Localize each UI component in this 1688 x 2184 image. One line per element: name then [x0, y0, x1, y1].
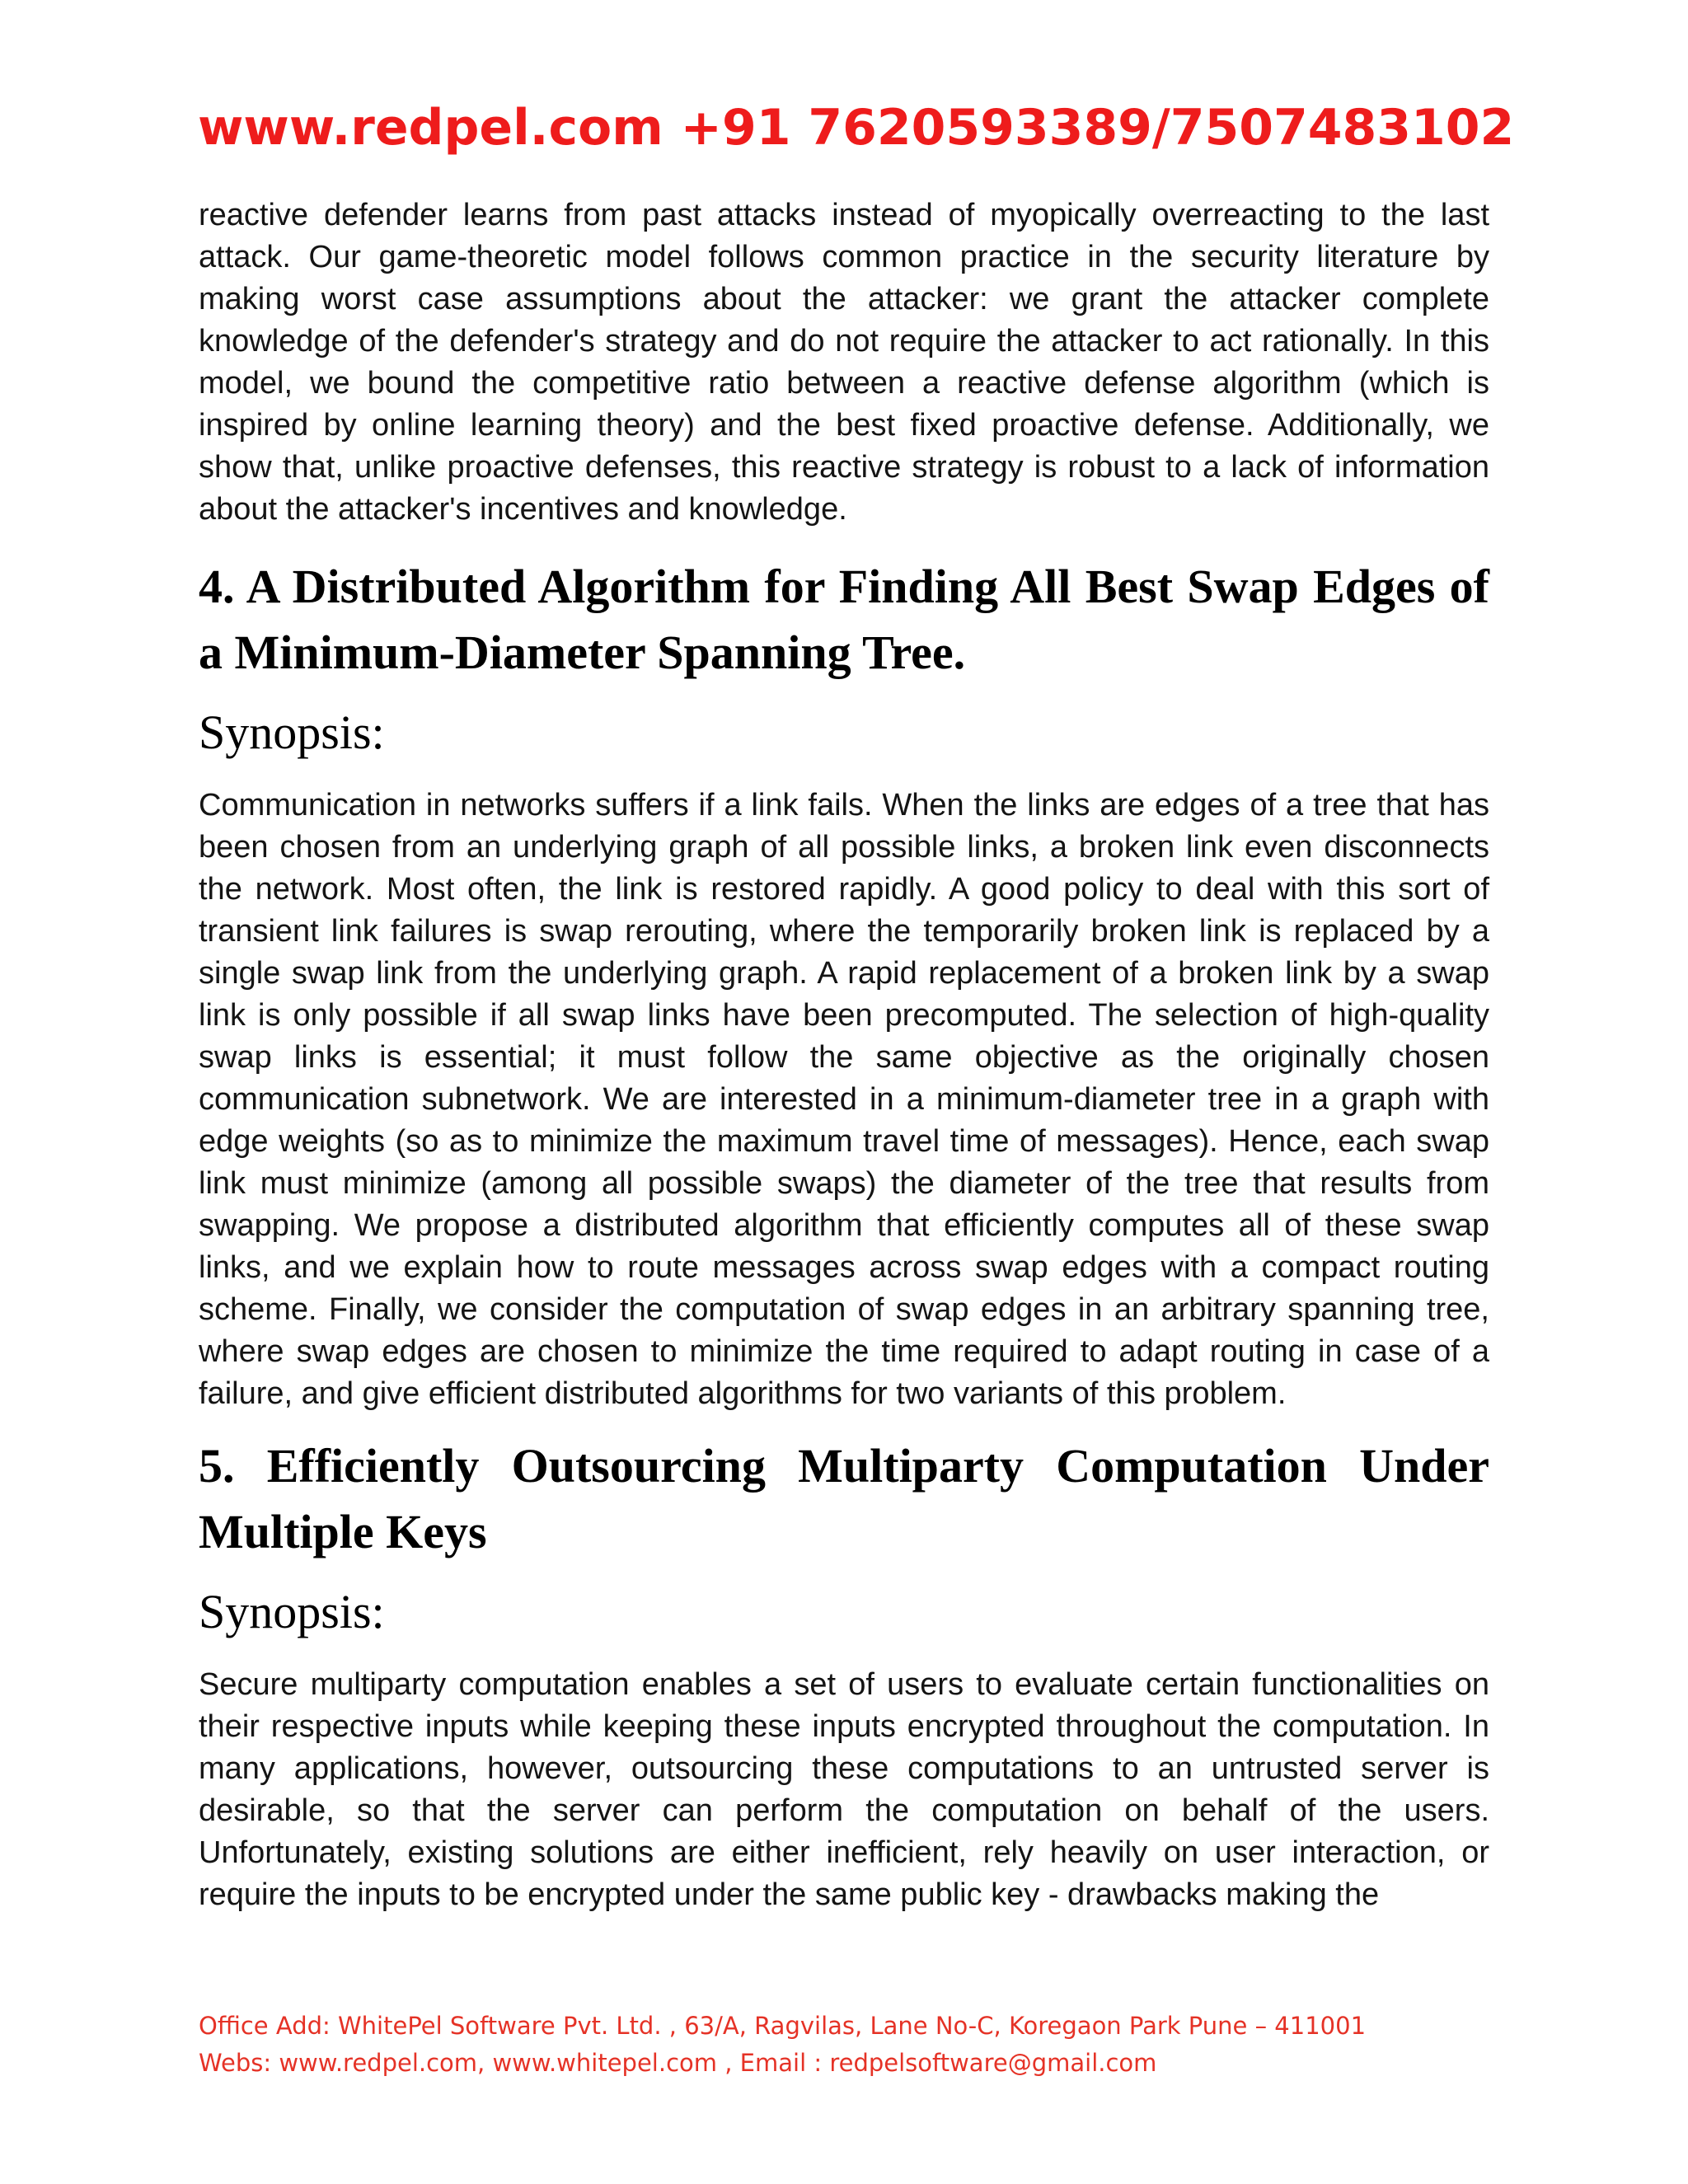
section-4	[199, 554, 1489, 1415]
intro-paragraph: reactive defender learns from past attacks instead of myopically overreacting to the last attack. Our game-theoretic model follows common practice in the security literature by making worst case assumptions about the attacker: we grant the attacker complete knowledge of the defender's strategy and do not require the attacker to act rationally. In this model, we bound the competitive ratio between a reactive defense algorithm (which is inspired by online learning theory) and the best fixed proactive defense. Additionally, we show that, unlike proactive defenses, this reactive strategy is robust to a lack of information about the attacker's incentives and knowledge.	[199, 198, 1489, 527]
page-footer	[199, 2008, 1366, 2082]
footer-address: Office Add: WhitePel Software Pvt. Ltd. , 63/A, Ragvilas, Lane No-C, Koregaon Park Pune – 411001	[199, 2012, 1367, 2040]
section-paragraph: Communication in networks suffers if a link fails. When the links are edges of a tree that has been chosen from an underlying graph of all possible links, a broken link even disconnects the network. Most often, the link is restored rapidly. A good policy to deal with this sort of transient link failures is swap rerouting, where the temporarily broken link is replaced by a single swap link from the underlying graph. A rapid replacement of a broken link by a swap link is only possible if all swap links have been precomputed. The selection of high-quality swap links is essential; it must follow the same objective as the originally chosen communication subnetwork. We are interested in a minimum-diameter tree in a graph with edge weights (so as to minimize the maximum travel time of messages). Hence, each swap link must minimize (among all possible swaps) the diameter of the tree that results from swapping. We propose a distributed algorithm that efficiently computes all of these swap links, and we explain how to route messages across swap edges with a compact routing scheme. Finally, we consider the computation of swap edges in an arbitrary spanning tree, where swap edges are chosen to minimize the time required to adapt routing in case of a failure, and give efficient distributed algorithms for two variants of this problem.	[199, 788, 1489, 1411]
synopsis-heading: Synopsis:	[199, 1585, 385, 1638]
synopsis-heading: Synopsis:	[199, 705, 385, 759]
header-contact-line: www.redpel.com +91 7620593389/7507483102	[198, 99, 1515, 157]
section-title: 5. Efficiently Outsourcing Multiparty Computation Under Multiple Keys	[199, 1439, 1489, 1558]
footer-web-links: Webs: www.redpel.com, www.whitepel.com , Email : redpelsoftware@gmail.com	[199, 2049, 1157, 2077]
section-paragraph: Secure multiparty computation enables a set of users to evaluate certain functionalities on their respective inputs while keeping these inputs encrypted throughout the computation. In many applications, however, outsourcing these computations to an untrusted server is desirable, so that the server can perform the computation on behalf of the users. Unfortunately, existing solutions are either inefficient, rely heavily on user interaction, or require the inputs to be encrypted under the same public key - drawbacks making the	[199, 1667, 1489, 1912]
document-body	[199, 194, 1489, 1916]
section-title: 4. A Distributed Algorithm for Finding All Best Swap Edges of a Minimum-Diameter Spanning Tree.	[199, 560, 1489, 679]
section-5	[199, 1433, 1489, 1916]
